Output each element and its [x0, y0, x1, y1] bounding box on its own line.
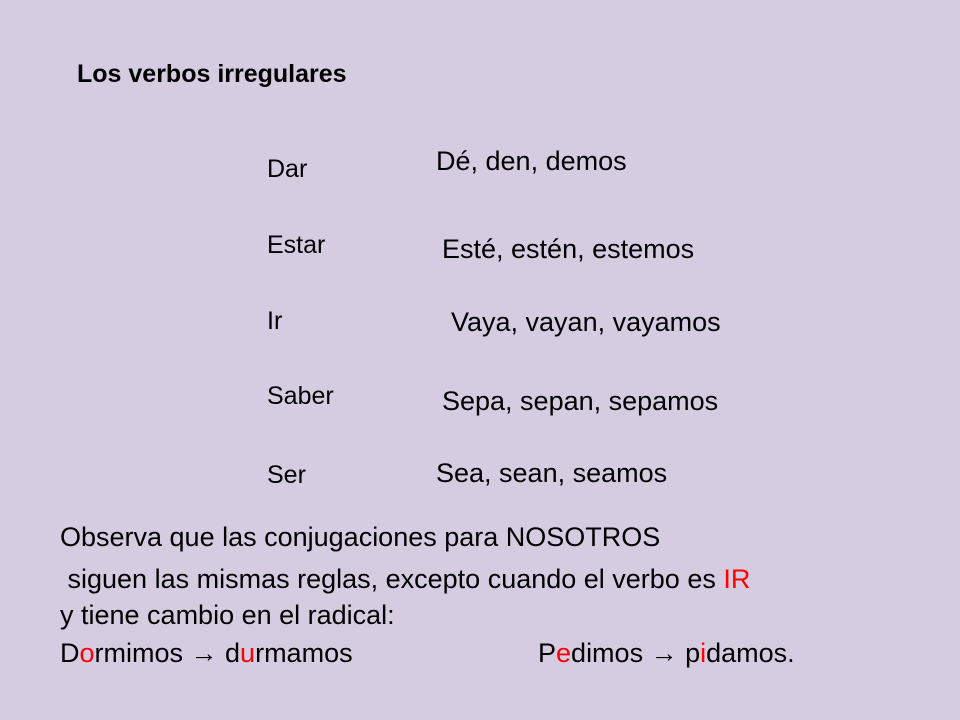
example-pedir-part: damos. — [706, 638, 795, 668]
example-dormir-part: rmimos → d — [94, 638, 241, 668]
forms-estar: Esté, estén, estemos — [442, 234, 695, 264]
example-dormir-part: rmamos — [255, 638, 353, 668]
verb-estar: Estar — [267, 231, 326, 259]
example-dormir-red-u: u — [240, 638, 256, 668]
example-pedir-part: P — [538, 638, 557, 668]
note-ir-highlight: IR — [723, 564, 751, 594]
example-dormir — [60, 638, 353, 669]
example-pedir-part: dimos → p — [571, 638, 701, 668]
verb-saber: Saber — [267, 382, 334, 410]
verb-ser: Ser — [267, 461, 306, 489]
forms-ir: Vaya, vayan, vayamos — [451, 307, 721, 337]
verb-ir: Ir — [267, 307, 283, 335]
example-pedir-red-i: i — [700, 638, 707, 668]
forms-saber: Sepa, sepan, sepamos — [442, 386, 719, 416]
note-line-2 — [60, 564, 750, 595]
note-line-2-text: siguen las mismas reglas, excepto cuando el verbo es — [60, 564, 724, 594]
page-title: Los verbos irregulares — [77, 60, 347, 88]
example-dormir-part: D — [60, 638, 80, 668]
note-line-3: y tiene cambio en el radical: — [60, 600, 395, 630]
forms-dar: Dé, den, demos — [436, 146, 627, 176]
example-pedir-red-e: e — [556, 638, 572, 668]
note-line-1: Observa que las conjugaciones para NOSOTROS — [60, 522, 661, 552]
verb-dar: Dar — [267, 155, 308, 183]
example-dormir-red-o: o — [79, 638, 95, 668]
forms-ser: Sea, sean, seamos — [436, 458, 668, 488]
example-pedir — [538, 638, 795, 669]
